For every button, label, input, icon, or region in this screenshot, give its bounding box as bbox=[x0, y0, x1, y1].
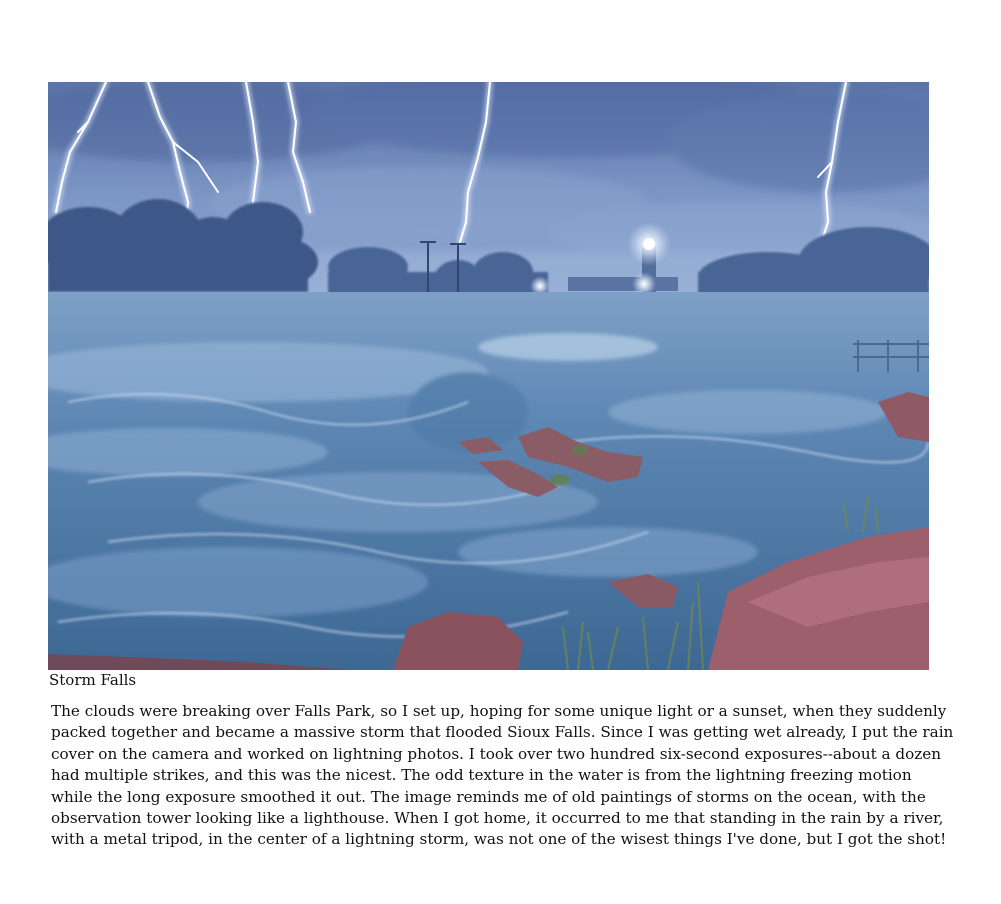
description-line: The clouds were breaking over Falls Park, so I set up, hoping for some unique light or a sunset, when they suddenly bbox=[51, 702, 947, 720]
trees-left bbox=[48, 199, 318, 292]
photo-description bbox=[51, 701, 954, 851]
description-line: with a metal tripod, in the center of a lightning storm, was not one of the wisest things I've done, but I got the shot! bbox=[51, 830, 947, 849]
description-line: cover on the camera and worked on lightning photos. I took over two hundred six-second exposures--about a dozen bbox=[51, 744, 942, 763]
description-line: while the long exposure smoothed it out. The image reminds me of old paintings of storms on the ocean, with the bbox=[51, 787, 926, 806]
description-line: observation tower looking like a lighthouse. When I got home, it occurred to me that standing in the rain by a river, bbox=[51, 809, 944, 828]
photo-caption: Storm Falls bbox=[49, 671, 137, 689]
description-line: had multiple strikes, and this was the nicest. The odd texture in the water is from the lightning freezing motion bbox=[51, 766, 912, 785]
photo-illustration bbox=[48, 82, 929, 670]
storm-falls-photo bbox=[48, 82, 929, 670]
description-line: packed together and became a massive storm that flooded Sioux Falls. Since I was getting wet already, I put the rain bbox=[51, 723, 954, 742]
